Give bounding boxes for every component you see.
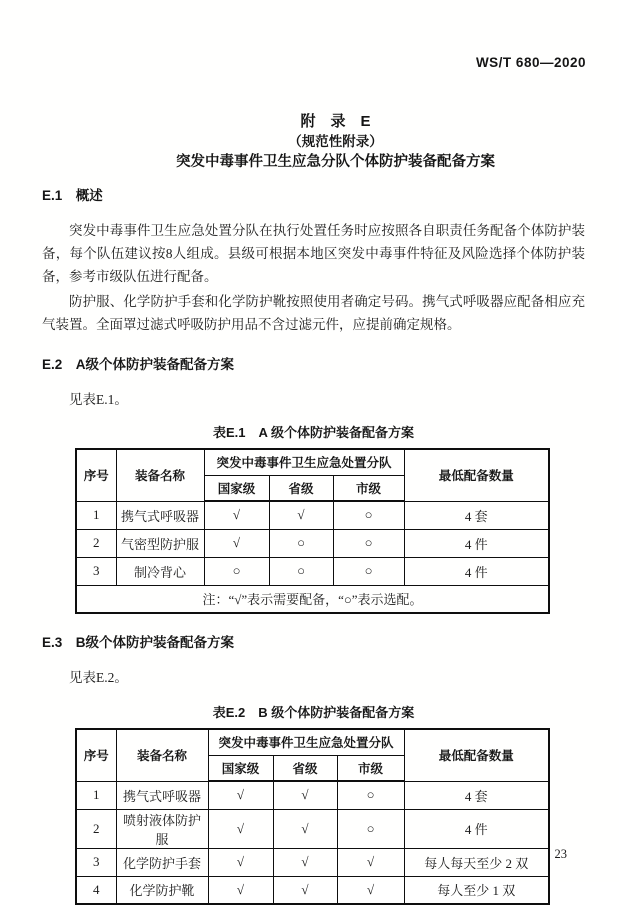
cell-seq: 4 [76,876,116,904]
table-row [76,781,549,809]
cell-national: ○ [204,557,269,585]
table-e2 [75,728,550,905]
cell-equipment: 携气式呼吸器 [116,501,204,529]
cell-equipment: 制冷背心 [116,557,204,585]
standard-number: WS/T 680—2020 [475,55,586,70]
cell-equipment: 化学防护靴 [116,876,208,904]
cell-quantity: 4 件 [404,809,549,848]
table-e1-caption: 表E.1 A 级个体防护装备配备方案 [212,425,415,440]
cell-seq: 3 [76,557,116,585]
cell-provincial: √ [273,781,337,809]
appendix-name: 突发中毒事件卫生应急分队个体防护装备配备方案 [176,154,495,170]
cell-quantity: 每人至少 1 双 [404,876,549,904]
header-equipment-name: 装备名称 [116,449,204,501]
cell-municipal: ○ [333,501,404,529]
cell-provincial: ○ [269,529,333,557]
paragraph-e1-1: 突发中毒事件卫生应急处置分队在执行处置任务时应按照各自职责任务配备个体防护装备，每个队伍建议按8人组成。县级可根据本地区突发中毒事件特征及风险选择个体防护装备，参考市级队伍进行配备。 [42,223,585,284]
cell-seq: 2 [76,809,116,848]
header-provincial: 省级 [273,755,337,781]
cell-municipal: √ [337,876,404,904]
header-team-group: 突发中毒事件卫生应急处置分队 [204,449,404,475]
header-provincial: 省级 [269,475,333,501]
section-heading-e3: E.3 B级个体防护装备配备方案 [42,635,235,650]
section-heading-e2: E.2 A级个体防护装备配备方案 [42,357,235,372]
header-equipment-name: 装备名称 [116,729,208,781]
page-number: 23 [554,847,567,861]
header-national: 国家级 [204,475,269,501]
cell-provincial: √ [269,501,333,529]
cell-municipal: ○ [333,557,404,585]
cell-quantity: 4 件 [404,557,549,585]
header-national: 国家级 [208,755,273,781]
cell-seq: 1 [76,781,116,809]
table-row [76,529,549,557]
appendix-label: 附 录 E [300,113,371,130]
cell-municipal: ○ [337,781,404,809]
header-municipal: 市级 [337,755,404,781]
section-heading-e1: E.1 概述 [42,188,103,203]
cell-municipal: ○ [337,809,404,848]
table-note-row [76,585,549,613]
header-team-group: 突发中毒事件卫生应急处置分队 [208,729,404,755]
table-e2-header [76,729,549,781]
cell-equipment: 化学防护手套 [116,848,208,876]
cell-provincial: √ [273,876,337,904]
header-min-quantity: 最低配备数量 [404,449,549,501]
cell-national: √ [208,809,273,848]
cell-provincial: √ [273,848,337,876]
appendix-title-block [64,112,607,173]
appendix-type: （规范性附录） [288,134,383,149]
cell-municipal: ○ [333,529,404,557]
cell-quantity: 4 套 [404,781,549,809]
table-e1 [75,448,550,614]
cell-national: √ [208,876,273,904]
cell-quantity: 4 套 [404,501,549,529]
header-municipal: 市级 [333,475,404,501]
header-seq: 序号 [76,449,116,501]
cell-provincial: √ [273,809,337,848]
table-ref-e2: 见表E.2。 [69,670,128,685]
header-min-quantity: 最低配备数量 [404,729,549,781]
cell-national: √ [208,781,273,809]
cell-quantity: 4 件 [404,529,549,557]
cell-national: √ [204,501,269,529]
cell-quantity: 每人每天至少 2 双 [404,848,549,876]
header-seq: 序号 [76,729,116,781]
cell-equipment: 喷射液体防护服 [116,809,208,848]
cell-equipment: 携气式呼吸器 [116,781,208,809]
cell-seq: 1 [76,501,116,529]
cell-equipment: 气密型防护服 [116,529,204,557]
paragraph-e1-2: 防护服、化学防护手套和化学防护靴按照使用者确定号码。携气式呼吸器应配备相应充气装置。全面罩过滤式呼吸防护用品不含过滤元件，应提前确定规格。 [42,294,585,332]
table-e2-caption: 表E.2 B 级个体防护装备配备方案 [212,705,415,720]
table-row [76,809,549,848]
cell-seq: 3 [76,848,116,876]
table-row [76,501,549,529]
cell-seq: 2 [76,529,116,557]
table-row [76,557,549,585]
cell-national: √ [208,848,273,876]
cell-municipal: √ [337,848,404,876]
table-row [76,876,549,904]
table-row [76,848,549,876]
table-note: 注：“√”表示需要配备，“○”表示选配。 [76,585,549,613]
table-ref-e1: 见表E.1。 [69,392,128,407]
table-e1-header [76,449,549,501]
cell-national: √ [204,529,269,557]
cell-provincial: ○ [269,557,333,585]
